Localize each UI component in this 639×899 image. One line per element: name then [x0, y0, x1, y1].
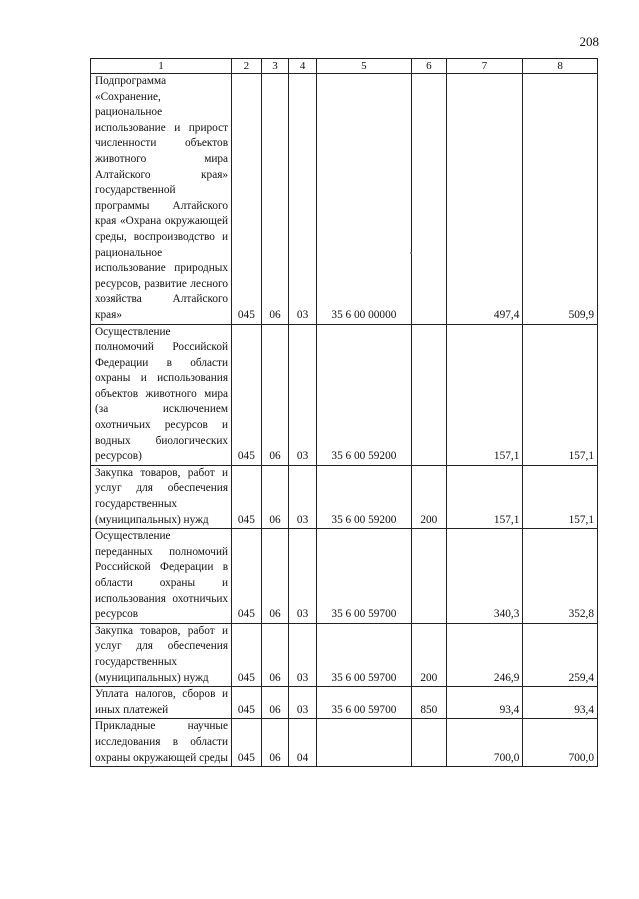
section-cell: 06 [261, 465, 289, 528]
expense-type-cell [411, 74, 446, 325]
amount-col8-cell: 157,1 [523, 324, 598, 465]
row-name: Закупка товаров, работ и услуг для обеспечения государственных (муниципальных) нужд [91, 465, 232, 528]
subsection-cell: 03 [289, 465, 317, 528]
subsection-cell: 04 [289, 719, 317, 767]
amount-col7-cell: 93,4 [446, 687, 523, 719]
row-name: Осуществление переданных полномочий Российской Федерации в области охраны и использования охотничьих ресурсов [91, 529, 232, 624]
header-cell: 3 [261, 59, 289, 74]
expense-type-cell: 850 [411, 687, 446, 719]
header-cell: 7 [446, 59, 523, 74]
header-cell: 8 [523, 59, 598, 74]
row-name: Осуществление полномочий Российской Федерации в области охраны и использования объектов животного мира (за исключением охотничьих ресурсов и водных биологических ресурсов) [91, 324, 232, 465]
expense-type-cell [411, 719, 446, 767]
amount-col8-cell: 700,0 [523, 719, 598, 767]
section-cell: 06 [261, 324, 289, 465]
section-cell: 06 [261, 74, 289, 325]
row-name: Подпрограмма «Сохранение, рациональное использование и прирост численности объектов животного мира Алтайского края» государственной программы Алтайского края «Охрана окружающей среды, воспроизводство и рациональное использование природных ресурсов, развитие лесного хозяйства Алтайского края» [91, 74, 232, 325]
admin-code-cell: 045 [232, 719, 262, 767]
amount-col8-cell: 157,1 [523, 465, 598, 528]
amount-col7-cell: 340,3 [446, 529, 523, 624]
admin-code-cell: 045 [232, 529, 262, 624]
subsection-cell: 03 [289, 324, 317, 465]
table-row [91, 623, 598, 686]
target-article-cell [316, 719, 411, 767]
target-article-cell: 35 6 00 59700 [316, 529, 411, 624]
target-article-cell: 35 6 00 59700 [316, 687, 411, 719]
amount-col8-cell: 93,4 [523, 687, 598, 719]
table-row [91, 74, 598, 325]
amount-col7-cell: 700,0 [446, 719, 523, 767]
amount-col8-cell: 352,8 [523, 529, 598, 624]
expense-type-cell: 200 [411, 465, 446, 528]
budget-table [90, 58, 598, 767]
section-cell: 06 [261, 687, 289, 719]
table-row [91, 687, 598, 719]
scan-artifact-dot [410, 252, 412, 254]
table-row [91, 324, 598, 465]
target-article-cell: 35 6 00 00000 [316, 74, 411, 325]
expense-type-cell [411, 324, 446, 465]
target-article-cell: 35 6 00 59700 [316, 623, 411, 686]
expense-type-cell [411, 529, 446, 624]
section-cell: 06 [261, 529, 289, 624]
admin-code-cell: 045 [232, 74, 262, 325]
amount-col7-cell: 497,4 [446, 74, 523, 325]
table-header-row [91, 59, 598, 74]
admin-code-cell: 045 [232, 623, 262, 686]
header-cell: 6 [411, 59, 446, 74]
amount-col8-cell: 259,4 [523, 623, 598, 686]
subsection-cell: 03 [289, 623, 317, 686]
expense-type-cell: 200 [411, 623, 446, 686]
row-name: Прикладные научные исследования в области охраны окружающей среды [91, 719, 232, 767]
amount-col7-cell: 157,1 [446, 324, 523, 465]
page-number: 208 [579, 34, 599, 49]
table-row [91, 529, 598, 624]
admin-code-cell: 045 [232, 324, 262, 465]
section-cell: 06 [261, 719, 289, 767]
target-article-cell: 35 6 00 59200 [316, 465, 411, 528]
header-cell: 2 [232, 59, 262, 74]
header-cell: 5 [316, 59, 411, 74]
table-row [91, 719, 598, 767]
subsection-cell: 03 [289, 687, 317, 719]
row-name: Уплата налогов, сборов и иных платежей [91, 687, 232, 719]
subsection-cell: 03 [289, 74, 317, 325]
header-cell: 4 [289, 59, 317, 74]
row-name: Закупка товаров, работ и услуг для обеспечения государственных (муниципальных) нужд [91, 623, 232, 686]
section-cell: 06 [261, 623, 289, 686]
subsection-cell: 03 [289, 529, 317, 624]
admin-code-cell: 045 [232, 687, 262, 719]
amount-col8-cell: 509,9 [523, 74, 598, 325]
target-article-cell: 35 6 00 59200 [316, 324, 411, 465]
amount-col7-cell: 246,9 [446, 623, 523, 686]
amount-col7-cell: 157,1 [446, 465, 523, 528]
header-cell: 1 [91, 59, 232, 74]
table-row [91, 465, 598, 528]
admin-code-cell: 045 [232, 465, 262, 528]
